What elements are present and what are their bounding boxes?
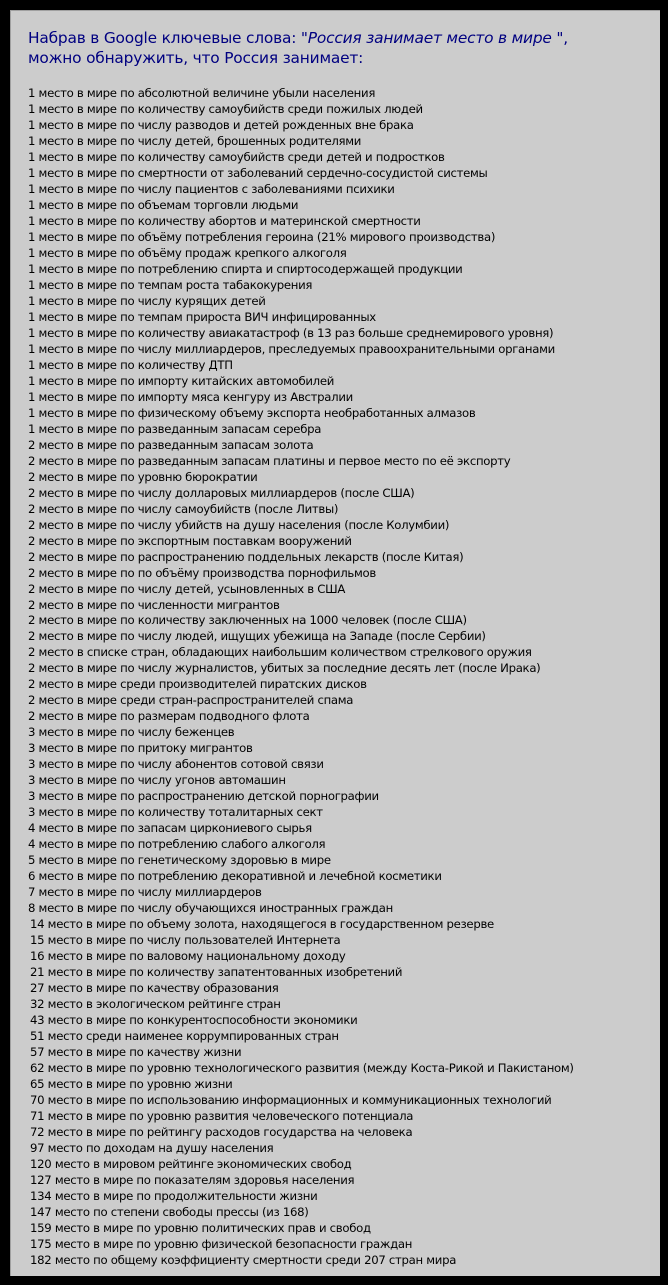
list-item: 1 место в мире по импорту мяса кенгуру из Австралии [28, 389, 353, 404]
list-item: 2 место в мире по числу убийств на душу населения (после Колумбии) [28, 517, 450, 532]
list-item: 1 место в мире по количеству авиакатастроф (в 13 раз больше среднемирового уровня) [28, 325, 554, 340]
list-item: 4 место в мире по запасам циркониевого сырья [28, 821, 312, 836]
list-item: 32 место в экологическом рейтинге стран [30, 997, 281, 1012]
list-item: 57 место в мире по качеству жизни [30, 1045, 242, 1060]
list-item: 2 место в мире по распространению поддельных лекарств (после Китая) [28, 549, 464, 564]
list-item: 3 место в мире по числу беженцев [28, 725, 235, 740]
list-item: 1 место в мире по количеству самоубийств среди детей и подростков [28, 149, 445, 164]
list-item: 15 место в мире по числу пользователей Интернета [30, 933, 341, 948]
list-item: 7 место в мире по числу миллиардеров [28, 885, 262, 900]
list-item: 2 место в мире по количеству заключенных на 1000 человек (после США) [28, 613, 467, 628]
list-item: 1 место в мире по количеству абортов и материнской смертности [28, 213, 421, 228]
list-item: 175 место в мире по уровню физической безопасности граждан [30, 1236, 413, 1251]
list-item: 51 место среди наименее коррумпированных стран [30, 1029, 339, 1044]
list-item: 65 место в мире по уровню жизни [30, 1077, 233, 1092]
heading-line2: можно обнаружить, что Россия занимает: [28, 49, 364, 67]
list-item: 71 место в мире по уровню развития человеческого потенциала [30, 1109, 414, 1123]
list-item: 1 место в мире по количеству самоубийств среди пожилых людей [28, 101, 423, 116]
list-item: 3 место в мире по числу абонентов сотовой связи [28, 757, 324, 772]
list-item: 3 место в мире по числу угонов автомашин [28, 773, 286, 788]
list-item: 1 место в мире по импорту китайских автомобилей [28, 373, 335, 388]
text-panel [10, 10, 660, 1276]
search-query: "Россия занимает место в мире " [300, 29, 564, 47]
list-item: 43 место в мире по конкурентоспособности экономики [30, 1013, 358, 1028]
list-item: 14 место в мире по объему золота, находящегося в государственном резерве [30, 917, 494, 932]
list-item: 1 место в мире по смертности от заболеваний сердечно-сосудистой системы [28, 165, 488, 180]
list-item: 5 место в мире по генетическому здоровью в мире [28, 853, 331, 868]
list-item: 70 место в мире по использованию информационных и коммуникационных технологий [30, 1093, 552, 1108]
list-item: 6 место в мире по потреблению декоративной и лечебной косметики [28, 869, 442, 884]
list-item: 2 место в мире по экспортным поставкам вооружений [28, 533, 352, 548]
list-item: 147 место по степени свободы прессы (из 168) [30, 1204, 309, 1219]
list-item: 2 место в мире по численности мигрантов [28, 597, 280, 612]
list-item: 1 место в мире по физическому объему экспорта необработанных алмазов [28, 405, 476, 420]
list-item: 2 место в мире по числу журналистов, убитых за последние десять лет (после Ирака) [28, 661, 541, 676]
heading [28, 28, 653, 68]
list-item: 3 место в мире по количеству тоталитарных сект [28, 805, 323, 820]
list-item: 2 место в мире среди производителей пиратских дисков [28, 677, 367, 692]
list-item: 1 место в мире по числу пациентов с заболеваниями психики [28, 181, 395, 196]
list-item: 1 место в мире по объемам торговли людьми [28, 197, 299, 212]
list-item: 8 место в мире по числу обучающихся иностранных граждан [28, 901, 393, 916]
list-item: 2 место в мире по числу детей, усыновленных в США [28, 581, 346, 596]
list-item: 1 место в мире по темпам прироста ВИЧ инфицированных [28, 309, 376, 324]
list-item: 2 место в мире по по объёму производства порнофильмов [28, 565, 376, 580]
list-item: 4 место в мире по потреблению слабого алкоголя [28, 837, 326, 852]
list-item: 134 место в мире по продолжительности жизни [30, 1188, 318, 1203]
list-item: 2 место в мире по числу долларовых миллиардеров (после США) [28, 485, 415, 500]
list-item: 1 место в мире по объёму потребления героина (21% мирового производства) [28, 229, 496, 244]
list-item: 1 место в мире по потреблению спирта и спиртосодержащей продукции [28, 261, 463, 276]
list-item: 1 место в мире по разведанным запасам серебра [28, 421, 322, 436]
list-item: 3 место в мире по распространению детской порнографии [28, 789, 379, 804]
list-item: 2 место в мире по разведанным запасам золота [28, 437, 314, 452]
list-item: 2 место в мире среди стран-распространителей спама [28, 693, 354, 708]
list-item: 1 место в мире по абсолютной величине убыли населения [28, 86, 376, 100]
list-item: 1 место в мире по темпам роста табакокурения [28, 277, 313, 292]
list-item: 21 место в мире по количеству запатентованных изобретений [30, 965, 403, 980]
list-item: 2 место в мире по размерам подводного флота [28, 709, 310, 724]
list-item: 27 место в мире по качеству образования [30, 981, 279, 996]
list-item: 1 место в мире по количеству ДТП [28, 357, 233, 372]
list-item: 1 место в мире по числу миллиардеров, преследуемых правоохранительными органами [28, 341, 555, 356]
list-item: 2 место в списке стран, обладающих наибольшим количеством стрелкового оружия [28, 645, 532, 660]
list-item: 1 место в мире по числу курящих детей [28, 293, 266, 308]
list-item: 62 место в мире по уровню технологического развития (между Коста-Рикой и Пакистаном) [30, 1061, 574, 1076]
list-item: 1 место в мире по объёму продаж крепкого алкоголя [28, 245, 347, 260]
list-item: 1 место в мире по числу разводов и детей рожденных вне брака [28, 117, 414, 132]
heading-comma: , [563, 29, 568, 47]
list-item: 1 место в мире по числу детей, брошенных родителями [28, 133, 362, 148]
list-item: 3 место в мире по притоку мигрантов [28, 741, 253, 756]
list-item: 182 место по общему коэффициенту смертности среди 207 стран мира [30, 1252, 457, 1267]
list-item: 16 место в мире по валовому национальному доходу [30, 949, 346, 964]
list-item: 159 место в мире по уровню политических прав и свобод [30, 1220, 371, 1235]
list-item: 2 место в мире по разведанным запасам платины и первое место по её экспорту [28, 453, 511, 468]
ranking-list [28, 86, 658, 1269]
list-item: 120 место в мировом рейтинге экономических свобод [30, 1156, 352, 1171]
list-item: 72 место в мире по рейтингу расходов государства на человека [30, 1124, 413, 1139]
list-item: 2 место в мире по числу людей, ищущих убежища на Западе (после Сербии) [28, 629, 486, 644]
list-item: 2 место в мире по числу самоубийств (после Литвы) [28, 501, 339, 516]
list-item: 127 место в мире по показателям здоровья населения [30, 1172, 355, 1187]
list-item: 97 место по доходам на душу населения [30, 1140, 274, 1155]
list-item: 2 место в мире по уровню бюрократии [28, 469, 258, 484]
heading-intro: Набрав в Google ключевые слова: [28, 29, 301, 47]
